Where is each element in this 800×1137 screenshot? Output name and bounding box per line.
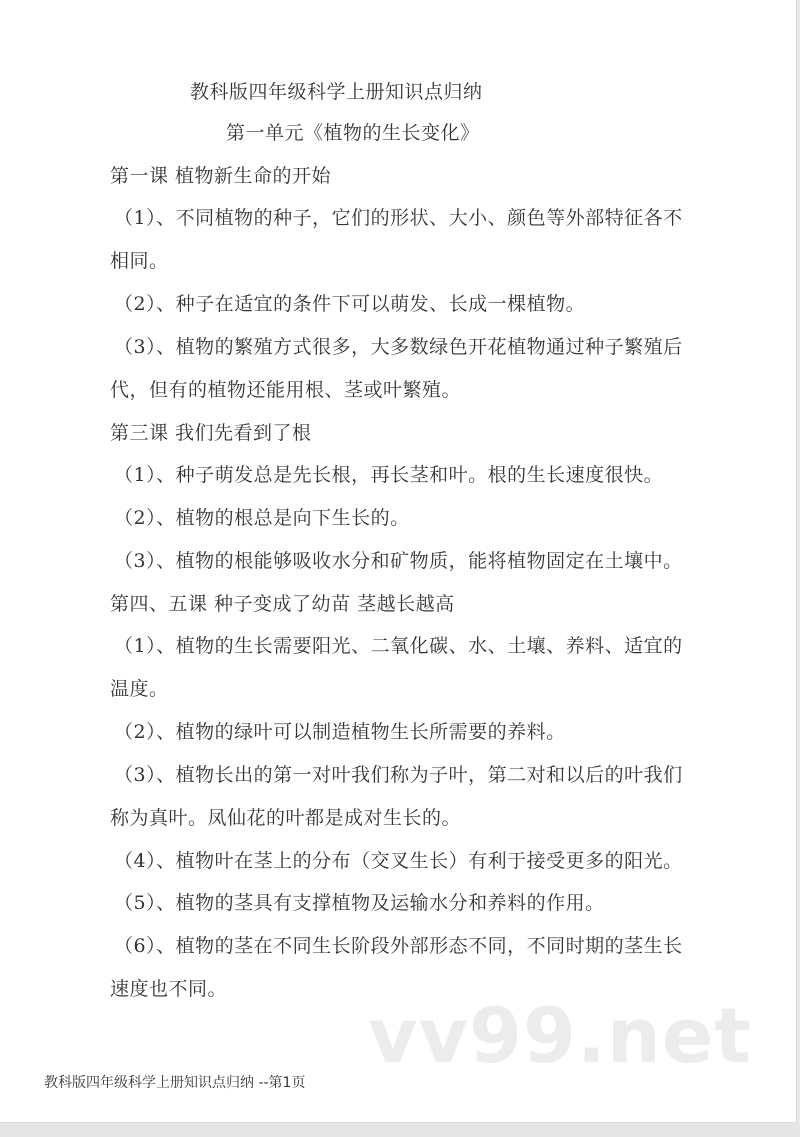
list-item: （1）、植物的生长需要阳光、二氧化碳、水、土壤、养料、适宜的 — [114, 635, 683, 657]
list-item: （1）、种子萌发总是先长根，再长茎和叶。根的生长速度很快。 — [114, 464, 664, 486]
list-item-continuation: 相同。 — [110, 250, 169, 272]
watermark: vv99.net — [368, 991, 752, 1080]
lesson-heading: 第一课 植物新生命的开始 — [110, 165, 332, 187]
list-item: （2）、植物的根总是向下生长的。 — [114, 507, 410, 529]
list-item-continuation: 温度。 — [110, 678, 169, 700]
list-item: （6）、植物的茎在不同生长阶段外部形态不同，不同时期的茎生长 — [114, 935, 683, 957]
list-item: （4）、植物叶在茎上的分布（交叉生长）有利于接受更多的阳光。 — [114, 850, 683, 872]
page-gap — [0, 1123, 800, 1137]
list-item: （3）、植物长出的第一对叶我们称为子叶，第二对和以后的叶我们 — [114, 764, 683, 786]
page-footer: 教科版四年级科学上册知识点归纳 --第1页 — [44, 1075, 306, 1091]
document-title: 教科版四年级科学上册知识点归纳 — [190, 81, 483, 103]
unit-title: 第一单元《植物的生长变化》 — [226, 122, 480, 144]
list-item: （3）、植物的根能够吸收水分和矿物质，能将植物固定在土壤中。 — [114, 550, 683, 572]
list-item: （2）、种子在适宜的条件下可以萌发、长成一棵植物。 — [114, 293, 586, 315]
list-item-continuation: 代，但有的植物还能用根、茎或叶繁殖。 — [110, 379, 462, 401]
list-item: （3）、植物的繁殖方式很多，大多数绿色开花植物通过种子繁殖后 — [114, 336, 683, 358]
list-item-continuation: 速度也不同。 — [110, 978, 228, 1000]
list-item: （1）、不同植物的种子，它们的形状、大小、颜色等外部特征各不 — [114, 207, 683, 229]
list-item: （5）、植物的茎具有支撑植物及运输水分和养料的作用。 — [114, 892, 605, 914]
lesson-heading: 第四、五课 种子变成了幼苗 茎越长越高 — [110, 593, 455, 615]
lesson-heading: 第三课 我们先看到了根 — [110, 422, 312, 444]
list-item-continuation: 称为真叶。凤仙花的叶都是成对生长的。 — [110, 807, 462, 829]
list-item: （2）、植物的绿叶可以制造植物生长所需要的养料。 — [114, 721, 566, 743]
